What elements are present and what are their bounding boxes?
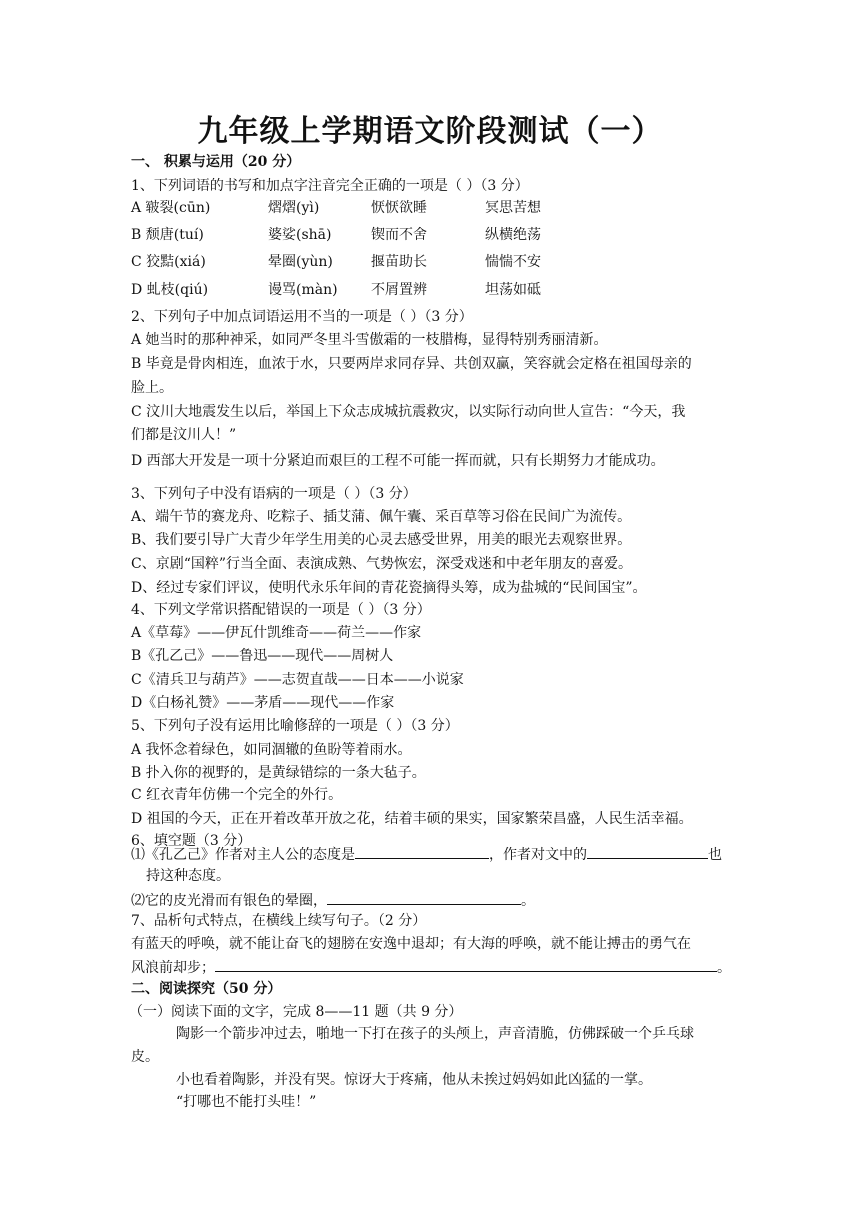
option-item: 冥思苦想 [485, 200, 541, 216]
text-line: C 红衣青年仿佛一个完全的外行。 [131, 787, 343, 803]
text-line: D、经过专家们评议，使明代永乐年间的青花瓷摘得头筹，成为盐城的“民间国宝”。 [131, 580, 647, 596]
answer-blank[interactable] [215, 956, 717, 972]
text-line: B《孔乙己》——鲁迅——现代——周树人 [131, 648, 394, 664]
q7-heading: 7、品析句式特点，在横线上续写句子。（2 分） [131, 913, 427, 929]
text-line: D《白杨礼赞》——茅盾——现代——作家 [131, 695, 395, 711]
option-item: B 颓唐(tuí) [131, 227, 204, 243]
text-line: D 祖国的今天，正在开着改革开放之花，结着丰硕的果实，国家繁荣昌盛，人民生活幸福。 [131, 811, 693, 827]
text-line: A、端午节的赛龙舟、吃粽子、插艾蒲、佩午囊、采百草等习俗在民间广为流传。 [131, 509, 632, 525]
text-line: 一、 积累与运用（20 分） [131, 154, 301, 170]
q7-answer-end: 。 [717, 960, 731, 976]
option-item: 晕圈(yùn) [268, 254, 333, 270]
option-item: C 狡黠(xiá) [131, 254, 206, 270]
passage-para-1: 陶影一个箭步冲过去，啪地一下打在孩子的头颅上，声音清脆，仿佛踩破一个乒乓球 [176, 1026, 694, 1042]
text-line: D 西部大开发是一项十分紧迫而艰巨的工程不可能一挥而就，只有长期努力才能成功。 [131, 453, 665, 469]
option-item: 坦荡如砥 [485, 282, 541, 298]
option-item: 不屑置辨 [371, 282, 427, 298]
q6-line1-text3: 也 [708, 847, 722, 863]
text-line: C《清兵卫与葫芦》——志贺直哉——日本——小说家 [131, 672, 464, 688]
text-line: 2、下列句子中加点词语运用不当的一项是（ ）（3 分） [131, 309, 473, 325]
text-line: C、京剧“国粹”行当全面、表演成熟、气势恢宏，深受戏迷和中老年朋友的喜爱。 [131, 556, 633, 572]
option-item: D 虬枝(qiú) [131, 282, 209, 298]
answer-blank[interactable] [587, 843, 708, 859]
text-line: 3、下列句子中没有语病的一项是（ ）（3 分） [131, 486, 417, 502]
option-item: A 皲裂(cūn) [131, 200, 211, 216]
q6-line1-text: ⑴《孔乙己》作者对主人公的态度是 [131, 847, 355, 863]
text-line: 6、填空题（3 分） [131, 833, 252, 849]
text-line: B、我们要引导广大青少年学生用美的心灵去感受世界，用美的眼光去观察世界。 [131, 532, 632, 548]
q6-line2-end: 。 [521, 893, 535, 909]
passage-para-2: 小也看着陶影，并没有哭。惊讶大于疼痛，他从未挨过妈妈如此凶猛的一掌。 [176, 1072, 652, 1088]
text-line: 5、下列句子没有运用比喻修辞的一项是（ ）（3 分） [131, 718, 459, 734]
option-item: 谩骂(màn) [268, 282, 338, 298]
text-line: C 汶川大地震发生以后，举国上下众志成城抗震救灾，以实际行动向世人宣告：“今天，我 [131, 404, 686, 420]
text-line: A《草莓》——伊瓦什凯维奇——荷兰——作家 [131, 625, 422, 641]
option-item: 惴惴不安 [485, 254, 541, 270]
reading-1-heading: （一）阅读下面的文字，完成 8——11 题（共 9 分） [129, 1004, 463, 1020]
passage-para-3: “打哪也不能打头哇！” [176, 1094, 317, 1110]
text-line: B 扑入你的视野的，是黄绿错综的一条大毡子。 [131, 765, 426, 781]
passage-para-1-cont: 皮。 [131, 1049, 159, 1065]
text-line: 脸上。 [131, 380, 173, 396]
q6-line2-text: ⑵它的皮光滑而有银色的晕圈， [131, 893, 327, 909]
text-line: A 她当时的那种神采，如同严冬里斗雪傲霜的一枝腊梅，显得特别秀丽清新。 [131, 332, 608, 348]
section-2-heading: 二、阅读探究（50 分） [131, 981, 282, 997]
text-line: 4、下列文学常识搭配错误的一项是（ ）（3 分） [131, 602, 431, 618]
option-item: 婆娑(shā) [268, 227, 332, 243]
option-item: 纵横绝荡 [485, 227, 541, 243]
q7-answer-line [131, 956, 731, 978]
answer-blank[interactable] [327, 889, 521, 905]
text-line: A 我怀念着绿色，如同涸辙的鱼盼等着雨水。 [131, 742, 412, 758]
q6-line2 [131, 889, 535, 911]
q7-text: 有蓝天的呼唤，就不能让奋飞的翅膀在安逸中退却；有大海的呼唤，就不能让搏击的勇气在 [131, 936, 691, 952]
option-item: 揠苗助长 [371, 254, 427, 270]
text-line: 们都是汶川人！” [131, 427, 237, 443]
answer-blank[interactable] [355, 843, 489, 859]
text-line: 1、下列词语的书写和加点字注音完全正确的一项是（ ）（3 分） [131, 178, 529, 194]
q6-line1 [131, 843, 722, 865]
exam-title: 九年级上学期语文阶段测试（一） [197, 114, 663, 149]
text-line: B 毕竟是骨肉相连，血浓于水，只要两岸求同存异、共创双赢，笑容就会定格在祖国母亲的 [131, 356, 692, 372]
option-item: 熠熠(yì) [268, 200, 320, 216]
option-item: 恹恹欲睡 [371, 200, 427, 216]
q6-line1b: 持这种态度。 [146, 868, 230, 884]
q6-line1-text2: ，作者对文中的 [489, 847, 587, 863]
option-item: 锲而不舍 [371, 227, 427, 243]
q7-answer-prefix: 风浪前却步； [131, 960, 215, 976]
